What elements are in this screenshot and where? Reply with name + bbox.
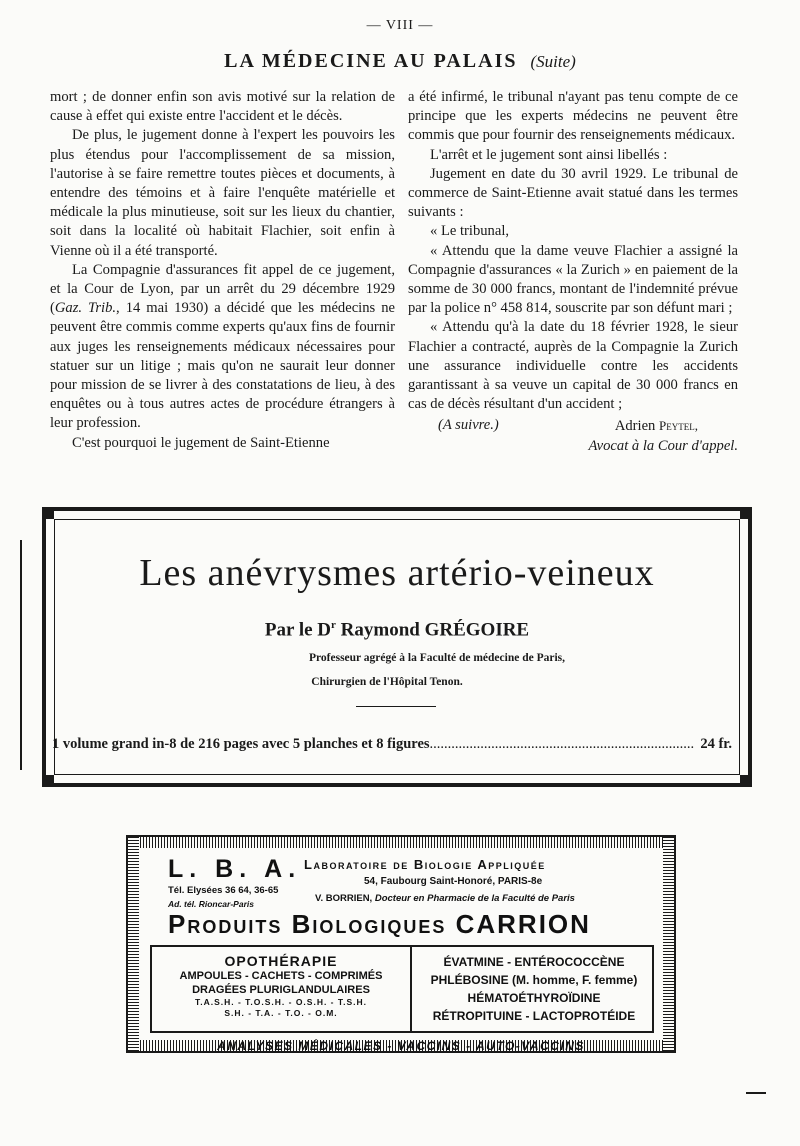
divider	[356, 706, 436, 707]
citation-italic: Gaz. Trib.	[54, 300, 117, 317]
products-label: Produits Biologiques	[168, 909, 447, 939]
opotherapy-list	[158, 953, 404, 1019]
author-prefix: Par le D	[264, 619, 332, 641]
author-sup: r	[331, 619, 336, 631]
column-divider	[410, 947, 412, 1031]
director-name: V. BORRIEN,	[315, 893, 373, 904]
paragraph: Jugement en date du 30 avril 1929. Le tribunal de commerce de Saint-Etienne avait statué dans les termes suivants :	[408, 165, 738, 221]
author-first-name: Adrien	[614, 418, 656, 435]
brand-name: CARRION	[455, 909, 591, 939]
lab-phone: Tél. Elysées 36 64, 36-65	[168, 885, 279, 896]
paragraph: mort ; de donner enfin son avis motivé sur la relation de cause à effet qui existe entre l'accident et le décès.	[50, 89, 395, 125]
page-title	[0, 50, 800, 73]
signature-row	[408, 416, 738, 436]
author-last-name: Peytel,	[659, 418, 698, 434]
product-line: AMPOULES - CACHETS - COMPRIMÉS	[179, 970, 383, 982]
director-title: Docteur en Pharmacie de la Faculté de Paris	[374, 893, 575, 904]
book-description: 1 volume grand in-8 de 216 pages avec 5 planches et 8 figures	[52, 736, 430, 752]
book-advertisement	[42, 507, 752, 787]
paragraph-text: La Compagnie d'assurances fit appel de ce jugement, et la Cour de Lyon, par un arrêt du 29 décembre 1929 (	[50, 261, 395, 317]
section-title: LA MÉDECINE AU PALAIS	[224, 50, 518, 72]
lab-services: ANALYSES MÉDICALES - VACCINS - AUTO-VACCINS	[217, 1039, 585, 1053]
author-full-name: Raymond GRÉGOIRE	[340, 619, 530, 641]
to-be-continued: (A suivre.)	[438, 417, 499, 434]
product-line: PHLÉBOSINE (M. homme, F. femme)	[430, 973, 638, 987]
paragraph: « Le tribunal,	[430, 223, 510, 240]
paragraph: C'est pourquoi le jugement de Saint-Etienne	[72, 434, 330, 451]
hatched-border	[663, 837, 674, 1051]
book-details	[52, 736, 732, 753]
book-author	[46, 619, 748, 641]
paragraph: L'arrêt et le jugement sont ainsi libellés :	[430, 146, 668, 163]
corner-ornament	[740, 507, 752, 519]
page-folio: — VIII —	[366, 18, 434, 33]
laboratory-advertisement	[126, 835, 676, 1053]
author-affiliation: Professeur agrégé à la Faculté de médecine de Paris,	[308, 652, 566, 664]
book-title: Les anévrysmes artério-veineux	[139, 552, 655, 594]
opotherapy-heading: OPOTHÉRAPIE	[224, 953, 338, 969]
author-name	[615, 416, 738, 436]
product-line: HÉMATOÉTHYROÏDINE	[467, 991, 601, 1005]
author-affiliation: Chirurgien de l'Hôpital Tenon.	[311, 676, 463, 688]
product-list-box	[150, 945, 654, 1033]
product-names-list	[418, 953, 650, 1025]
corner-ornament	[42, 507, 54, 519]
author-role: Avocat à la Cour d'appel.	[588, 437, 738, 454]
product-codes: S.H. - T.A. - T.O. - O.M.	[224, 1008, 338, 1018]
article-right-column	[408, 88, 738, 456]
products-title	[168, 909, 591, 940]
hatched-border	[128, 837, 674, 848]
corner-ornament	[740, 775, 752, 787]
corner-ornament	[42, 775, 54, 787]
paragraph: De plus, le jugement donne à l'expert les pouvoirs les plus étendus pour l'accomplissement de sa mission, l'autorise à se faire remettre toutes pièces et documents, à entendre des témoins et à faire l'enquête matérielle et médicale la plus minutieuse, soit sur les lieux du chantier, soit dans la localité où habitait Flachier, soit enfin à Vienne où il a été transporté.	[50, 127, 395, 259]
lab-address: 54, Faubourg Saint-Honoré, PARIS-8e	[364, 876, 543, 887]
paragraph: a été infirmé, le tribunal n'ayant pas tenu compte de ce principe que les experts médecins ne peuvent être commis que pour fournir des renseignements médicaux.	[408, 89, 738, 144]
section-suite: (Suite)	[530, 52, 576, 71]
product-codes: T.A.S.H. - T.O.S.H. - O.S.H. - T.S.H.	[194, 997, 368, 1007]
paragraph-text: , 14 mai 1930) a décidé que les médecins ne peuvent être commis comme experts qu'aux fins de fournir aux juges les renseignements médicaux nécessaires pour statuer sur un litige ; mais qu'on ne saurait leur donner pour mission de se livrer à des constatations de lieu, à des enquêtes ou à tous autres actes de procédure étrangers à leur profession.	[50, 300, 395, 432]
product-line: DRAGÉES PLURIGLANDULAIRES	[192, 984, 370, 996]
lab-initials: L. B. A.	[168, 855, 302, 883]
hatched-border	[128, 837, 139, 1051]
book-price: 24 fr.	[700, 736, 732, 752]
product-line: RÉTROPITUINE - LACTOPROTÉIDE	[432, 1009, 636, 1023]
product-line: ÉVATMINE - ENTÉROCOCCÈNE	[443, 955, 625, 969]
margin-rule	[20, 540, 22, 770]
lab-ad-body	[140, 849, 662, 1053]
edge-mark	[746, 1092, 766, 1094]
paragraph: « Attendu qu'à la date du 18 février 1928, le sieur Flachier a contracté, auprès de la Compagnie la Zurich une assurance individuelle contre les accidents garantissant à sa veuve un capital de 30 000 francs en cas de décès résultant d'un accident ;	[408, 319, 738, 413]
paragraph	[50, 261, 395, 434]
lab-director	[315, 893, 575, 904]
leader-dots	[430, 736, 695, 753]
lab-name: Laboratoire de Biologie Appliquée	[304, 857, 546, 872]
lab-telegraph: Ad. tél. Rioncar-Paris	[168, 899, 254, 909]
article-left-column	[50, 88, 395, 453]
paragraph: « Attendu que la dame veuve Flachier a assigné la Compagnie d'assurances « la Zurich » en paiement de la somme de 30 000 francs, montant de l'indemnité prévue par la police n° 458 814, souscrite par son défunt mari ;	[408, 242, 738, 317]
